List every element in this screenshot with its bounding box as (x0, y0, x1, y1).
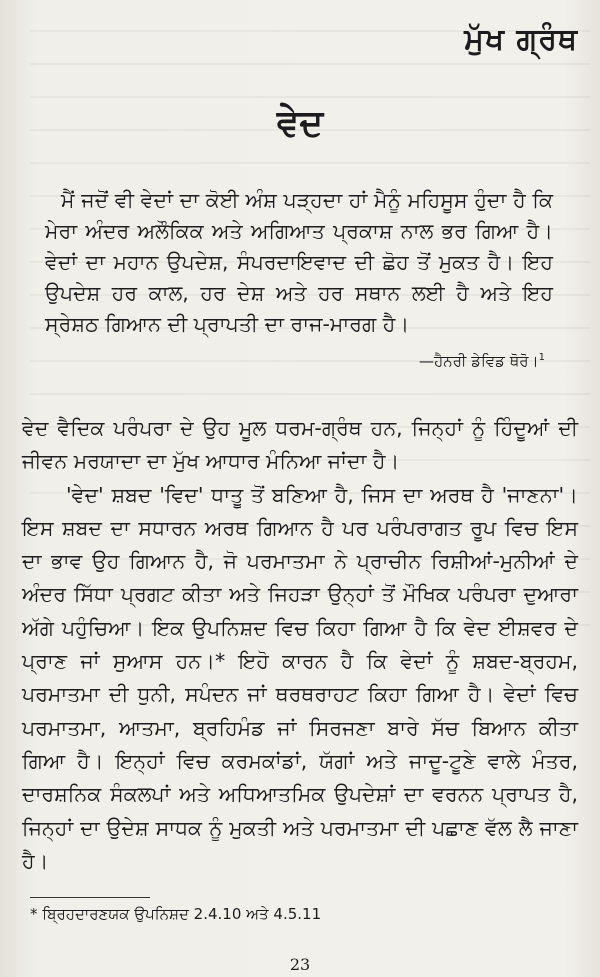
running-head: ਮੁੱਖ ਗ੍ਰੰਥ (464, 22, 578, 57)
epigraph-attribution (419, 352, 545, 370)
footnote: * ਬ੍ਰਿਹਦਾਰਣਯਕ ਉਪਨਿਸ਼ਦ 2.4.10 ਅਤੇ 4.5.11 (30, 905, 322, 923)
footnote-marker: 1 (538, 352, 545, 363)
paragraph: 'ਵੇਦ' ਸ਼ਬਦ 'ਵਿਦ' ਧਾਤੂ ਤੋਂ ਬਣਿਆ ਹੈ, ਜਿਸ ਦਾ ਅਰਥ ਹੈ 'ਜਾਣਨਾ'। ਇਸ ਸ਼ਬਦ ਦਾ ਸਧਾਰਨ ਅਰਥ ਗਿਆਨ ਹੈ ਪਰ ਪਰੰਪਰਾਗਤ ਰੂਪ ਵਿਚ ਇਸ ਦਾ ਭਾਵ ਉਹ ਗਿਆਨ ਹੈ, ਜੋ ਪਰਮਾਤਮਾ ਨੇ ਪ੍ਰਾਚੀਨ ਰਿਸ਼ੀਆਂ-ਮੁਨੀਆਂ ਦੇ ਅੰਦਰ ਸਿੱਧਾ ਪ੍ਰਗਟ ਕੀਤਾ ਅਤੇ ਜਿਹੜਾ ਉਨ੍ਹਾਂ ਤੋਂ ਮੌਖਿਕ ਪਰੰਪਰਾ ਦੁਆਰਾ ਅੱਗੇ ਪਹੁੰਚਿਆ। ਇਕ ਉਪਨਿਸ਼ਦ ਵਿਚ ਕਿਹਾ ਗਿਆ ਹੈ ਕਿ ਵੇਦ ਈਸ਼ਵਰ ਦੇ ਪ੍ਰਾਣ ਜਾਂ ਸੁਆਸ ਹਨ।* ਇਹੋ ਕਾਰਨ ਹੈ ਕਿ ਵੇਦਾਂ ਨੂੰ ਸ਼ਬਦ-ਬ੍ਰਹਮ, ਪਰਮਾਤਮਾ ਦੀ ਧੁਨੀ, ਸਪੰਦਨ ਜਾਂ ਥਰਥਰਾਹਟ ਕਿਹਾ ਗਿਆ ਹੈ। ਵੇਦਾਂ ਵਿਚ ਪਰਮਾਤਮਾ, ਆਤਮਾ, ਬ੍ਰਹਿਮੰਡ ਜਾਂ ਸਿਰਜਣਾ ਬਾਰੇ ਸੱਚ ਬਿਆਨ ਕੀਤਾ ਗਿਆ ਹੈ। ਇਨ੍ਹਾਂ ਵਿਚ ਕਰਮਕਾਂਡਾਂ, ਯੱਗਾਂ ਅਤੇ ਜਾਦੂ-ਟੂਣੇ ਵਾਲੇ ਮੰਤਰ, ਦਾਰਸ਼ਨਿਕ ਸੰਕਲਪਾਂ ਅਤੇ ਅਧਿਆਤਮਿਕ ਉਪਦੇਸ਼ਾਂ ਦਾ ਵਰਨਨ ਪ੍ਰਾਪਤ ਹੈ, ਜਿਨ੍ਹਾਂ ਦਾ ਉਦੇਸ਼ ਸਾਧਕ ਨੂੰ ਮੁਕਤੀ ਅਤੇ ਪਰਮਾਤਮਾ ਦੀ ਪਛਾਣ ਵੱਲ ਲੈ ਜਾਣਾ ਹੈ। (22, 482, 578, 873)
epigraph-quote (45, 185, 553, 340)
page-number: 23 (289, 955, 311, 974)
footnote-divider (30, 897, 150, 898)
epigraph-text: ਮੈਂ ਜਦੋਂ ਵੀ ਵੇਦਾਂ ਦਾ ਕੋਈ ਅੰਸ਼ ਪੜ੍ਹਦਾ ਹਾਂ ਮੈਨੂੰ ਮਹਿਸੂਸ ਹੁੰਦਾ ਹੈ ਕਿ ਮੇਰਾ ਅੰਦਰ ਅਲੌਕਿਕ ਅਤੇ ਅਗਿਆਤ ਪ੍ਰਕਾਸ਼ ਨਾਲ ਭਰ ਗਿਆ ਹੈ। ਵੇਦਾਂ ਦਾ ਮਹਾਨ ਉਪਦੇਸ਼, ਸੰਪਰਦਾਇਵਾਦ ਦੀ ਛੋਹ ਤੋਂ ਮੁਕਤ ਹੈ। ਇਹ ਉਪਦੇਸ਼ ਹਰ ਕਾਲ, ਹਰ ਦੇਸ਼ ਅਤੇ ਹਰ ਸਥਾਨ ਲਈ ਹੈ ਅਤੇ ਇਹ ਸ੍ਰੇਸ਼ਠ ਗਿਆਨ ਦੀ ਪ੍ਰਾਪਤੀ ਦਾ ਰਾਜ-ਮਾਰਗ ਹੈ। (45, 188, 553, 336)
chapter-title: ਵੇਦ (276, 103, 324, 144)
attribution-name: —ਹੈਨਰੀ ਡੇਵਿਡ ਥੋਰੋ। (419, 352, 539, 370)
paragraph: ਵੇਦ ਵੈਦਿਕ ਪਰੰਪਰਾ ਦੇ ਉਹ ਮੂਲ ਧਰਮ-ਗ੍ਰੰਥ ਹਨ, ਜਿਨ੍ਹਾਂ ਨੂੰ ਹਿੰਦੂਆਂ ਦੀ ਜੀਵਨ ਮਰਯਾਦਾ ਦਾ ਮੁੱਖ ਆਧਾਰ ਮੰਨਿਆ ਜਾਂਦਾ ਹੈ। (22, 416, 578, 474)
body-text (22, 412, 578, 878)
